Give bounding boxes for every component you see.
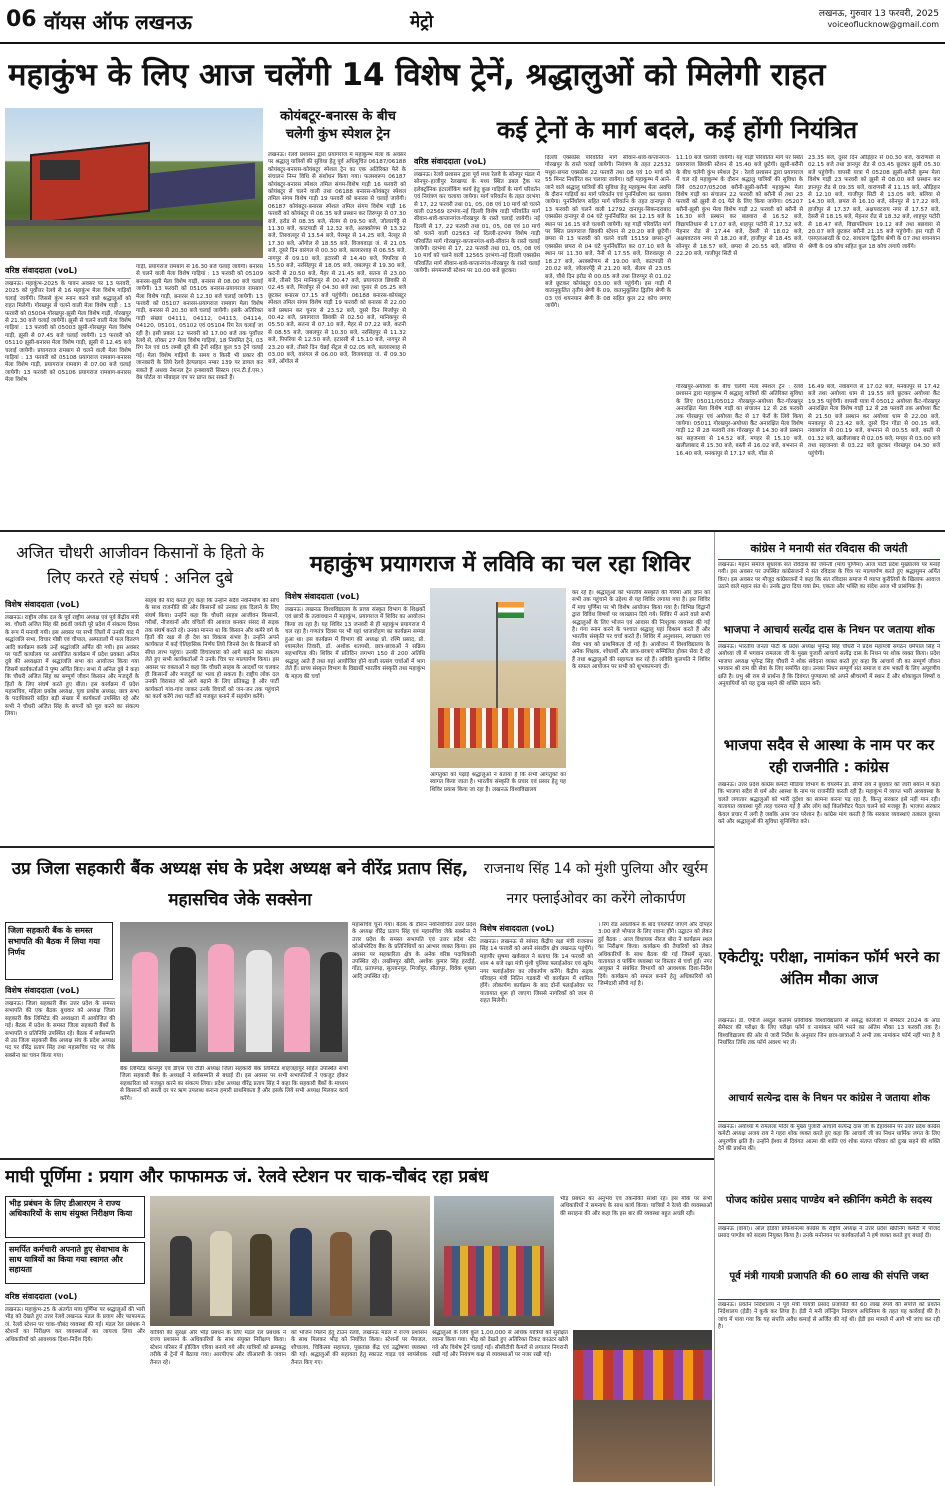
body-text: गोरखपुर-अयोध्या के बीच चलेगी मेला स्पेशल ट्रेन : रेलवे प्रशासन द्वारा महाकुम्भ में श्रद्धालु यात्रियों की अतिरिक्त सुविधा के लिए 05011/05012 गोरखपुर-अयोध्या कैंट-गोरखपुर अनारक्षित मेला विशेष गाड़ी का संचालन 12 से 28 फरवरी तक गोरखपुर एवं अयोध्या कैंट से 17 फेरों के लिये किया जायेगा। 05011 गोरखपुर-अयोध्या कैंट अनारक्षित मेला विशेष गाड़ी 12 से 28 फरवरी तक गोरखपुर से 14.30 बजे प्रस्थान कर सहजनवा से 14.52 बजे, मगहर से 15.10 बजे, खलीलाबाद से 15.30 बजे, बस्ती से 16.02 बजे, बभनान से 16.40 बजे, मनकापुर से 17.17 बजे, गोंडा से <box>676 384 803 457</box>
pojod-headline: पोजद कांग्रेस प्रसाद पाण्डेय बने स्क्रीनिंग कमेटी के सदस्य <box>718 1194 940 1224</box>
bhajpa-headline: भाजपा ने आचार्य सत्येंद्र दास के निधन पर जताया शोक <box>718 624 940 642</box>
divider <box>0 1158 714 1160</box>
bank-column-2 <box>120 1066 348 1154</box>
body-text: लखनऊ। रेलवे प्रशासन द्वारा प्रयागराज में महाकुम्भ मेला के अवसर पर श्रद्धालु यात्रियों की सुविधा हेतु पूर्व अधिसूचित 06187/06188 कोयंबटूर-बनारस-कोयंबटूर स्पेशल ट्रेन का एक अतिरिक्त फेरे के संचालन निम्न विधि से संशोधन किया गया। फलस्वरूप 06187 कोयंबटूर-बनारस स्पेशल तमिल संगम-विशेष गाड़ी 16 फरवरी को कोयंबटूर से चलने वाली तथा 06188 बनारस-कोयंबटूर स्पेशल तमिल संगम विशेष गाड़ी 19 फरवरी को बनारस से चलाई जायेगी। 06187 कोयंबटूर-बनारस स्पेशल तमिल संगम विशेष गाड़ी 16 फरवरी को कोयंबटूर से 06.35 बजे प्रस्थान कर तिरुप्पुर से 07.30 बजे, इरोड से 08.35 बजे, सेलम से 09.50 बजे, जोलारपेट्टै से 11.30 बजे, काटपाडी से 12.32 बजे, अरक्कोणम से 13.32 बजे, तिरुवल्लूर से 13.54 बजे, पेरम्बूर से 14.25 बजे, नेल्लूर से 17.30 बजे, ओंगोल से 18.55 बजे, विजयवाड़ा जं. से 21.05 बजे, दूसरे दिन वारंगल से 00.30 बजे, बल्लारशाह से 06.55 बजे, नागपुर से 09.10 बजे, इटारसी से 14.40 बजे, पिपरिया से 15.50 बजे, नरसिंहपुर से 18.05 बजे, जबलपुर से 19.30 बजे, कटनी से 20.50 बजे, मैहर से 21.45 बजे, सतना से 23.00 बजे, तीसरे दिन मानिकपुर से 00.47 बजे, प्रयागराज छिवकी से 02.45 बजे, मिर्जापुर से 04.30 बजे तथा चुनार से 05.25 बजे छूटकर बनारस 07.15 बजे पहुंचेगी। 06188 बनारस-कोयंबटूर स्पेशल तमिल संगम विशेष गाड़ी 19 फरवरी को बनारस से 22.00 बजे प्रस्थान कर चुनार से 23.52 बजे, दूसरे दिन मिर्जापुर से 00.42 बजे, प्रयागराज छिवकी से 02.50 बजे, मानिकपुर से 05.50 बजे, सतना से 07.10 बजे, मैहर से 07.22 बजे, कटनी से 08.55 बजे, जबलपुर से 10.30 बजे, नरसिंहपुर से 11.32 बजे, पिपरिया से 12.50 बजे, इटारसी से 15.10 बजे, नागपुर से 23.20 बजे, तीसरे दिन चेन्नई सेंट्रल से 02.05 बजे, बल्लारशाह से 03.00 बजे, वारंगल से 06.00 बजे, विजयवाड़ा जं. से 09.30 बजे, ओंगोल से <box>268 152 406 366</box>
divider <box>714 532 715 1486</box>
bank-headline: उप्र जिला सहकारी बैंक अध्यक्ष संघ के प्रदेश अध्यक्ष बने वीरेंद्र प्रताप सिंह, महासचिव जेके सक्सेना <box>5 854 475 918</box>
bank-highlight-box <box>5 922 113 980</box>
camp-column-1 <box>285 590 425 838</box>
body-text: लखनऊ। भारतीय जनता पार्टी के प्रदेश अध्यक्ष भूपेन्द्र सिंह चौधरी ने प्रदेश महामंत्री संगठन धर्मपाल सिंह ने अयोध्या जी में भगवान रामलला जी के मुख्य पुजारी आचार्य सत्येंद्र दास के निधन पर शोक व्यक्त किया। प्रदेश भाजपा अध्यक्ष भूपेन्द्र सिंह चौधरी ने शोक संवेदना व्यक्त करते हुए कहा कि आचार्य जी का सम्पूर्ण जीवन भगवान श्री राम की सेवा के लिए समर्पित रहा। उनका निधन सम्पूर्ण संत समाज व राम भक्तों के लिए अपूरणीय क्षति है। प्रभु श्री राम से प्रार्थना है कि दिवंगत पुण्यात्मा को अपने श्रीचरणों में स्थान दें और शोकाकुल शिष्यों व अनुयायियों को यह दुःख सहने की शक्ति प्रदान करें। <box>718 644 940 688</box>
paper-name: वॉयस ऑफ लखनऊ <box>44 10 192 34</box>
top-story-column-2 <box>136 264 263 524</box>
body-text: । रिंग रोड अवलोकन के बाद एयरपोर्ट जाएंगे और दोपहर 3:00 बजे भोपाल के लिए रवाना होंगे। उद्घाटन को लेकर हुई बैठक : आज विधायक नीरज बोरा ने कार्यक्रम स्थल का निरीक्षण किया। कार्यक्रम की तैयारियों को लेकर अधिकारियों के साथ बैठक की गई जिसमें सुरक्षा, यातायात व पार्किंग व्यवस्था पर विस्तार से चर्चा हुई। नगर आयुक्त ने संबंधित विभागों को आवश्यक दिशा-निर्देश दिये। कार्यक्रम को सफल बनाने हेतु अधिकारियों को जिम्मेदारी सौंपी गई है। <box>598 922 712 988</box>
body-text: को भोजन मिलने हेतु टाउन रेलवे, लखनऊ मंडल ने राज्य प्रशासन के साथ मिलकर भीड़ को नियंत्रित किया। स्टेशनों पर पेयजल, शौचालय, चिकित्सा सहायता, पूछताछ केंद्र एवं उद्घोषणा व्यवस्था की गई। श्रद्धालुओं की सहायता हेतु स्काउट गाइड एवं स्वयंसेवक तैनात किए गए। <box>291 1330 427 1366</box>
ekto-headline: एकेटीयू: परीक्षा, नामांकन फॉर्म भरने का अंतिम मौका आज <box>718 946 940 1016</box>
bhajpa-body <box>718 644 940 730</box>
divider <box>0 530 945 532</box>
ekto-body <box>718 1018 940 1090</box>
acharya-headline: आचार्य सत्येन्द्र दास के निधन पर कांग्रेस ने जताया शोक <box>718 1092 940 1122</box>
masthead <box>0 0 945 44</box>
body-text: 11.10 बजे चलायी जायेगी। यह गाड़ी परिवर्तित मार्ग पर स्थित प्रयागराज छिवकी स्टेशन से 15.40 बजे छूटेगी। झूसी-बरौनी के बीच चलेगी कुंभ स्पेशल ट्रेन : रेलवे प्रशासन द्वारा प्रयागराज में चल रहे महाकुम्भ के दौरान श्रद्धालु यात्रियों की सुविधा के लिये 05207/05208 बरौनी-झूसी-बरौनी महाकुम्भ मेला विशेष गाड़ी का संचालन 22 फरवरी को बरौनी से तथा 23 फरवरी को झूसी से 01 फेरे के लिए किया जायेगा। 05207 बरौनी-झूसी कुंभ मेला विशेष गाड़ी 22 फरवरी को बरौनी से 16.30 बजे प्रस्थान कर बछवारा से 16.52 बजे, विद्यापतिधाम से 17.07 बजे, शाहपुर पटोरी से 17.32 बजे, मेहनार रोड से 17.44 बजे, देसरी से 18.02 बजे, अक्षयवटराय नगर से 18.20 बजे, हाजीपुर से 18.45 बजे, सोनपुर से 18.57 बजे, छपरा से 20.55 बजे, बलिया से 22.20 बजे, गाजीपुर सिटी से <box>676 155 803 258</box>
coimbatore-headline: कोयंबटूर-बनारस के बीच चलेगी कुंभ स्पेशल ट्रेन <box>268 108 408 148</box>
byline: वरिष्ठ संवाददाता (voL) <box>5 264 131 279</box>
acharya-body <box>718 1124 940 1190</box>
body-text: 23.35 बजे, दूसरे दिन औड़िहार से 00.30 बजे, वाराणसी से 02.15 बजे तथा ज्ञानपुर रोड से 03.45 छूटकर झूसी 05.30 बजे पहुंचेगी। वापसी यात्रा में 05208 झूसी-बरौनी कुम्भ मेला विशेष गाड़ी 23 फरवरी को झूसी से 08.00 बजे प्रस्थान कर ज्ञानपुर रोड से 09.35 बजे, वाराणसी से 11.15 बजे, औड़िहार से 12.10 बजे, गाजीपुर सिटी से 13.05 बजे, बलिया से 14.30 बजे, छपरा से 16.10 बजे, सोनपुर से 17.22 बजे, हाजीपुर से 17.37 बजे, अक्षयवटराय नगर से 17.57 बजे, देसरी से 18.15 बजे, मेहनार रोड से 18.32 बजे, शाहपुर पटोरी से 18.47 बजे, विद्यापतिधाम 19.12 बजे तथा बछवारा से 20.07 बजे छूटकर बरौनी 21.15 बजे पहुंचेगी। इस गाड़ी में एसएलआरडी के 02, साधारण द्वितीय श्रेणी के 07 तथा शयनयान श्रेणी के 09 कोच सहित कुल 18 कोच लगाये जायेंगे। <box>808 155 940 250</box>
body-text: साहब की याद करते हुए कहा कि उन्होंने सदैव नवनिर्माण की सोच के साथ राजनीति की और किसानों को उनका हक दिलाने के लिए संघर्ष किया। उन्होंने कहा कि चौधरी साहब आजीवन किसानों, गरीबों, नौजवानों और वंचितों की आवाज बनकर संसद से सड़क तक संघर्ष करते रहे। उनका मानना था कि किसान और कमेरे वर्ग के हितों की रक्षा से ही देश का विकास संभव है। उन्होंने अपने कार्यकाल में कई ऐतिहासिक निर्णय लिये जिनसे देश के किसानों को सीधा लाभ पहुंचा। उनकी विचारधारा को आगे बढ़ाने का संकल्प लेते हुए सभी कार्यकर्ताओं ने उनके चित्र पर माल्यार्पण किया। इस अवसर पर वक्ताओं ने कहा कि चौधरी साहब के आदर्शों पर चलकर ही किसानों और मजदूरों का भला हो सकता है। राष्ट्रीय लोक दल उनकी विरासत को आगे बढ़ाने के लिए प्रतिबद्ध है और पार्टी कार्यकर्ता गांव-गांव जाकर उनके विचारों को जन-जन तक पहुंचाने का कार्य करेंगे तथा पार्टी को मजबूत बनाने में सहयोग करेंगे। <box>145 598 279 701</box>
byline: विशेष संवाददाता (voL) <box>5 984 115 999</box>
byline: विशेष संवाददाता (voL) <box>5 598 139 613</box>
body-text: कर रहे हैं। श्रद्धालुओं को भारतीय संस्कृति की गरिमा और ज्ञान को सभी तक पहुंचाने के उद्देश्य से यह शिविर लगाया गया है। इस शिविर में माघ पूर्णिमा पर भी विशेष आयोजन किया गया है। विभिन्न विद्वानों द्वारा विविध विषयों पर व्याख्यान दिये गये। शिविर में आने वाले सभी श्रद्धालुओं के लिए भोजन एवं आवास की निःशुल्क व्यवस्था की गई है। गंगा स्नान करने के पश्चात श्रद्धालु यहां विश्राम करते हैं और भारतीय संस्कृति पर चर्चा करते हैं। शिविर में अनुशासन, स्वच्छता एवं सेवा भाव को प्राथमिकता दी गई है। आयोजन में विश्वविद्यालय के अनेक शिक्षक, शोधार्थी और छात्र-छात्राएं सम्मिलित होकर सेवा दे रहे हैं तथा श्रद्धालुओं की सहायता कर रहे हैं। लविवि कुलपति ने शिविर के सफल आयोजन पर सभी को शुभकामनाएं दीं। <box>572 590 710 671</box>
body-text: लखनऊ। महाकुंभ-25 के अंतर्गत माघ पूर्णिमा पर श्रद्धालुओं की भारी भीड़ को देखते हुए उत्तर रेलवे लखनऊ मंडल के प्रयाग और फाफामऊ जं. रेलवे स्टेशन पर चाक-चौबंद व्यवस्था की गई। मंडल रेल प्रबंधक ने स्टेशनों का निरीक्षण कर व्यवस्थाओं का जायजा लिया और अधिकारियों को आवश्यक दिशा-निर्देश दिये। <box>5 1307 145 1343</box>
byline: वरिष्ठ संवाददाता (voL) <box>414 155 540 170</box>
maghi-headline: माघी पूर्णिमा : प्रयाग और फाफामऊ जं. रेलवे स्टेशन पर चाक-चौबंद रहा प्रबंध <box>5 1164 711 1192</box>
body-text: लखनऊ। अयोध्या में रामलला मंदिर के मुख्य पुजारी आचार्य सत्येन्द्र दास जी के देहावसान पर उत्तर प्रदेश कांग्रेस कमेटी अध्यक्ष अजय राय ने गहरा शोक व्यक्त करते हुए कहा कि आचार्य जी का निधन धार्मिक जगत के लिए अपूरणीय क्षति है। उन्होंने ईश्वर से दिवंगत आत्मा की शांति एवं शोक संतप्त परिवार को दुःख सहने की शक्ति देने की प्रार्थना की। <box>718 1124 940 1153</box>
maghi-column-4 <box>432 1330 568 1482</box>
byline: वरिष्ठ संवाददाता (voL) <box>5 1290 145 1305</box>
body-text: भीड़ प्रबंधन का अनुभव एवं तकनीकी साथी रहे। इस मौके पर सभी अधिकारियों ने समन्वय के साथ कार्य किया। यात्रियों ने रेलवे की व्यवस्थाओं की सराहना की और कहा कि इस बार की व्यवस्था बहुत अच्छी रही। <box>560 1196 712 1217</box>
station-photo-2 <box>434 1196 554 1326</box>
highlight-text: जिला सहकारी बैंक के समस्त सभापति की बैठक में लिया गया निर्णय <box>8 926 100 957</box>
contact-email: voiceoflucknow@gmail.com <box>827 20 939 29</box>
routes-column-4 <box>808 155 940 380</box>
body-text: लखनऊ। डॉ. एपीजे अब्दुल कलाम प्राविधिक विश्वविद्यालय से संबद्ध कॉलेजों में सेमेस्टर 2024 के ऑड सेमेस्टर की परीक्षा के लिए परीक्षा फॉर्म व नामांकन फॉर्म भरने का अंतिम मौका 13 फरवरी तक है। विश्वविद्यालय की ओर से जारी निर्देश के अनुसार जिन छात्र-छात्राओं ने अभी तक नामांकन फॉर्म नहीं भरा है वे निर्धारित तिथि तक फॉर्म अवश्य भर लें। <box>718 1018 940 1047</box>
bank-column-1 <box>5 984 115 1154</box>
top-story-column-1 <box>5 264 131 524</box>
maghi-bullet-1 <box>5 1196 145 1238</box>
page-number: 06 <box>6 7 37 32</box>
top-headline: महाकुंभ के लिए आज चलेंगी 14 विशेष ट्रेनें, श्रद्धालुओं को मिलेगी राहत <box>8 54 938 98</box>
body-text: 16.49 बजे, नवाबगंज से 17.02 बजे, मनकापुर से 17.42 बजे तथा अयोध्या धाम से 19.55 बजे छूटकर अयोध्या कैंट 19.35 पहुंचेगी। वापसी यात्रा में 05012 अयोध्या कैंट-गोरखपुर अनारक्षित मेला विशेष गाड़ी 12 से 28 फरवरी तक अयोध्या कैंट से 21.50 बजे प्रस्थान कर अयोध्या धाम से 22.00 बजे, मनकापुर से 23.42 बजे, दूसरे दिन गोंडा से 00.15 बजे, नवाबगंज से 00.19 बजे, बभनान से 00.55 बजे, बस्ती से 01.32 बजे, खलीलाबाद से 02.05 बजे, मगहर से 03.00 बजे तथा सहजनवा से 03.22 बजे छूटकर गोरखपुर 04.30 बजे पहुंचेगी। <box>808 384 940 457</box>
maghi-column-2 <box>150 1330 286 1482</box>
bjp-faith-headline: भाजपा सदैव से आस्था के नाम पर कर रही राजनीति : कांग्रेस <box>718 734 940 780</box>
ajit-column-1 <box>5 598 139 838</box>
routes-column-3 <box>676 155 803 380</box>
byline: विशेष संवाददाता (voL) <box>285 590 425 605</box>
body-text: लखनऊ। उत्तर प्रदेश कांग्रेस कमेटी मीडिया विभाग के चेयरमैन डॉ. सीपी राय ने बुधवार को जारी बयान में कहा कि भाजपा सदैव से धर्म और आस्था के नाम पर राजनीति करती रही है। महाकुंभ में व्याप्त भारी अव्यवस्था के चलते लगातार श्रद्धालुओं को भारी दुर्दशा का सामना करना पड़ रहा है, किन्तु सरकार इसे नहीं मान रही। यातायात व्यवस्था पूरी तरह चरमरा गई है और लोग कई किलोमीटर पैदल चलने को मजबूर हैं। भाजपा सरकार केवल प्रचार में लगी है जबकि आम जन परेशान है। कांग्रेस मांग करती है कि सरकार व्यवस्थाएं तत्काल दुरुस्त करे और श्रद्धालुओं की सुविधा सुनिश्चित करे। <box>718 782 940 826</box>
rajnath-headline: राजनाथ सिंह 14 को मुंशी पुलिया और खुर्रम नगर फ्लाईओवर का करेंगे लोकार्पण <box>480 854 712 918</box>
divider <box>0 846 714 848</box>
camp-headline: महाकुंभ प्रयागराज में लविवि का चल रहा शिविर <box>285 548 715 584</box>
ravidas-body <box>718 562 940 620</box>
byline: विशेष संवाददाता (voL) <box>480 922 593 937</box>
maghi-column-1 <box>5 1290 145 1482</box>
gayatri-body <box>718 1302 940 1480</box>
bullet-text: भीड़ प्रबंधन के लिए डीआरएम ने राज्य अधिकारियों के साथ संयुक्त निरीक्षण किया <box>9 1199 133 1218</box>
ajit-column-2 <box>145 598 279 838</box>
body-text: लखनऊ। लखनऊ से सांसद केंद्रीय रक्षा मंत्री राजनाथ सिंह 14 फरवरी को अपने संसदीय क्षेत्र लखनऊ पहुंचेंगे। महापौर सुषमा खर्कवाल ने बताया कि 14 फरवरी को शाम 4 बजे रक्षा मंत्री मुंशी पुलिया फ्लाईओवर एवं खुर्रम नगर फ्लाईओवर का लोकार्पण करेंगे। केंद्रीय सड़क परिवहन मंत्री नितिन गडकरी भी कार्यक्रम में शामिल होंगे। लोकार्पण कार्यक्रम के बाद दोनों फ्लाईओवर पर यातायात शुरू हो जाएगा जिससे नागरिकों को जाम से राहत मिलेगी। <box>480 939 593 1005</box>
bjp-faith-body <box>718 782 940 942</box>
bank-photo <box>120 922 348 1062</box>
body-text: लखनऊ। महान समाज सुधारक संत रविदास की जयन्ती (माघ पूर्णिमा) आज पार्टी प्रदेश मुख्यालय पर मनाई गयी। इस अवसर पर उपस्थित कांग्रेसजनों ने संत रविदास के चित्र पर माल्यार्पण करते हुए श्रद्धासुमन अर्पित किए। इस अवसर पर मौजूद कांग्रेसजनों ने कहा कि संत रविदास समाज में व्याप्त कुरीतियों के खिलाफ आवाज उठाने वाले महान संत थे। उनके द्वारा दिया गया प्रेम, एकता और भक्ति का संदेश आज भी प्रासंगिक है। <box>718 562 940 591</box>
body-text: यात्रियों की सुरक्षा और भीड़ प्रबंधन के लिए मंडल रेल प्रबंधक ने राज्य प्रशासन के अधिकारियों के साथ संयुक्त निरीक्षण किया। स्टेशन परिसर में होल्डिंग एरिया बनाये गये और यात्रियों को क्रमबद्ध तरीके से ट्रेनों में बैठाया गया। आरपीएफ और जीआरपी के जवान तैनात रहे। <box>150 1330 286 1366</box>
rajnath-column-1 <box>480 922 593 1154</box>
gorakhpur-column-2 <box>808 384 940 526</box>
pojod-body <box>718 1226 940 1266</box>
body-text: श्रद्धालुओं के लिये कुल 1,00,000 से अधिक यात्रियों को सुरक्षित रवाना किया गया। भीड़ को देखते हुए अतिरिक्त टिकट काउंटर खोले गये और विशेष ट्रेनें चलाई गईं। सीसीटीवी कैमरों से लगातार निगरानी रखी गई और नियंत्रण कक्ष से व्यवस्थाओं पर नजर रखी गई। <box>432 1330 568 1359</box>
maghi-bullet-2 <box>5 1242 145 1284</box>
issue-date: लखनऊ, गुरुवार 13 फरवरी, 2025 <box>818 9 939 19</box>
camp-photo <box>430 588 566 768</box>
maghi-column-3 <box>291 1330 427 1482</box>
body-text: लखनऊ। प्रवर्तन निदेशालय ने पूर्व मंत्री गायत्री प्रसाद प्रजापति की 60 लाख रुपये की संपत्ति को प्रवर्तन निदेशालय (ईडी) ने कुर्क कर लिया है। ईडी ने मनी लॉन्ड्रिंग निवारण अधिनियम के तहत यह कार्रवाई की है। जांच में पाया गया कि यह संपत्ति अवैध कमाई से अर्जित की गई थी। ईडी इस मामले में आगे भी जांच कर रही है। <box>718 1302 940 1331</box>
camp-column-2 <box>572 590 710 838</box>
bullet-text: समर्पित कर्मचारी अपनाते हुए सेवाभाव के साथ यात्रियों का किया गया स्वागत और सहायता <box>9 1245 129 1274</box>
ajit-headline: अजित चौधरी आजीवन किसानों के हितो के लिए करते रहे संघर्ष : अनिल दुबे <box>5 540 275 592</box>
body-text: बैंक लिमिटेड कानपुर एवं डीएस एवं टीडी अध्यक्ष जिला सहकारी बैंक लिमिटेड शाहजहांपुर सहित उपस्थित सभी जिला सहकारी बैंक के अध्यक्षों ने सर्वसम्मति से बधाई दी। इस अवसर पर सभी सभापतियों ने एकजुट होकर सहकारिता को मजबूत करने का संकल्प लिया। प्रदेश अध्यक्ष वीरेंद्र प्रताप सिंह ने कहा कि सहकारी बैंकों के माध्यम से किसानों को सस्ती दर पर ऋण उपलब्ध कराना हमारी प्राथमिकता है और इसके लिये सभी अध्यक्ष मिलकर कार्य करेंगे। <box>120 1066 348 1102</box>
rajnath-column-2 <box>598 922 712 1154</box>
photo-caption: आगंतुकों को पढ़ाई श्रद्धालुओं ने बताया है कि सभी आगंतुकों का स्वागत किया जाता है। भारतीय संस्कृति के प्रचार एवं प्रसार हेतु यह शिविर प्रयास किया जा रहा है। लखनऊ विश्वविद्यालय <box>430 772 566 793</box>
body-text: गाड़ी, प्रयागराज रामबाग से 16.30 बजे चलाई जायेगी। बनारस से चलने वाली मेला विशेष गाड़ियां : 13 फरवरी को 05109 बनारस-झूसी मेला विशेष गाड़ी, बनारस से 08.00 बजे चलाई जायेगी। 13 फरवरी को 05105 बनारस-प्रयागराज रामबाग मेला विशेष गाड़ी, बनारस से 12.30 बजे चलाई जायेगी। 13 फरवरी को 05107 बनारस-प्रयागराज रामबाग मेला विशेष गाड़ी, बनारस से 20.30 बजे चलाई जायेगी। इसके अतिरिक्त गाड़ी संख्या 04111, 04112, 04113, 04114, 04120, 05101, 05102 एवं 05104 रिंग रेल चलाई जा रही है। इसी प्रकार 12 फरवरी को 17.00 बजे तक पूर्वोत्तर रेलवे से, लोकर 27 मेला विशेष गाड़ियां, 18 नियमित ट्रेन, 03 रिंग रेल एवं 05 लम्बी दूरी की ट्रेनों सहित कुल 53 ट्रेनें चलाई गई। मेला विशेष गाड़ियों के समय व किसी भी प्रकार की जानकारी के लिये रेलवे हेल्पलाइन नम्बर 139 पर डायल कर सकते हैं अथवा नेशनल ट्रेन इन्क्वायरी सिस्टम (एन.टी.ई.एस.) वेब पोर्टल या मोबाइल एप पर प्राप्त कर सकते हैं। <box>136 264 263 382</box>
body-text: लखनऊ। महाकुंभ-2025 के पावन अवसर पर 13 फरवरी, 2025 को पूर्वोत्तर रेलवे से 16 महाकुंभ मेला विशेष गाड़ियों चलाई जायेंगी। जिससे कुंभ स्नान करने वाले श्रद्धालुओं को राहत मिलेगी। गोरखपुर से चलने वाली मेला विशेष गाड़ी : 13 फरवरी को 05004 गोरखपुर-झूसी मेला विशेष गाड़ी, गोरखपुर से 21.30 बजे चलाई जायेगी। झूसी से चलने वाली मेला विशेष गाड़ियां : 13 फरवरी को 05003 झूसी-गोरखपुर मेला विशेष गाड़ी, झूसी से 07.45 बजे चलाई जायेगी। 13 फरवरी को 05110 झूसी-बनारस मेला विशेष गाड़ी, झूसी से 12.45 बजे चलाई जायेगी। प्रयागराज रामबाग से चलने वाली मेला विशेष गाड़ियां : 13 फरवरी को 05108 प्रयागराज रामबाग-बनारस मेला विशेष गाड़ी, प्रयागराज रामबाग से 07.00 बजे चलाई जायेगी। 13 फरवरी को 05106 प्रयागराज रामबाग-बनारस मेला विशेष <box>5 281 131 384</box>
body-text: महासचिव चुना गया। बैठक के दौरान नवनिर्वाचित उत्तर प्रदेश के अध्यक्ष वीरेंद्र प्रताप सिंह एवं महासचिव जेके सक्सेना ने उत्तर प्रदेश के समस्त सभापति एवं उत्तर प्रदेश स्टेट कोऑपरेटिव बैंक के प्रतिनिधियों का आभार व्यक्त किया। इस अवसर पर सहकारिता क्षेत्र के अनेक वरिष्ठ पदाधिकारी उपस्थित रहे। लखीमपुर खीरी, अशोक कुमार सिंह हरदोई, गोंडा, प्रतापगढ़, सुल्तानपुर, मिर्जापुर, सीतापुर, विवेक शुक्ला आदि उपस्थित रहे। <box>352 922 476 980</box>
coimbatore-column-1 <box>268 152 406 524</box>
body-text: लखनऊ। जिला सहकारी बैंक उत्तर प्रदेश के समस्त सभापति की एक बैठक बुधवार को अध्यक्ष जिला सहकारी बैंक लिमिटेड की अध्यक्षता में आयोजित की गई। बैठक में प्रदेश के समस्त जिला सहकारी बैंकों के सभापति व प्रतिनिधि उपस्थित रहे। बैठक में सर्वसम्मति से उप्र जिला सहकारी बैंक अध्यक्ष संघ के प्रदेश अध्यक्ष पद पर वीरेंद्र प्रताप सिंह तथा महासचिव पद पर जेके सक्सेना का चयन किया गया। <box>5 1001 115 1059</box>
station-photo-3 <box>573 1330 712 1482</box>
train-photo <box>5 108 263 258</box>
bank-column-3 <box>352 922 476 1154</box>
gayatri-headline: पूर्व मंत्री गायत्री प्रजापति की 60 लाख की संपत्ति जब्त <box>718 1270 940 1300</box>
routes-column-1 <box>414 155 540 527</box>
body-text: लखनऊ। रेलवे प्रशासन द्वारा पूर्व मध्य रेलवे के सोनपुर मंडल में सोनपुर–हाजीपुर रेलखण्ड के मध्य स्थित डबल ट्रैक पर इलेक्ट्रॉनिक इंटरलॉकिंग कार्य हेतु कुछ गाड़ियों के मार्ग परिवर्तन एवं नियंत्रण कर चलाया जायेगा। मार्ग परिवर्तन के तहत दरभंगा से 17, 22 फरवरी तथा 01, 05, 08 एवं 10 मार्च को चलने वाली 02569 दरभंगा-नई दिल्ली विशेष गाड़ी परिवर्तित मार्ग सीवान-थावे-कप्तानगंज-गोरखपुर के रास्ते चलाई जायेगी। नई दिल्ली से 17, 22 फरवरी तथा 01, 05, 08 एवं 10 मार्च को चलने वाली 02563 नई दिल्ली-दरभंगा विशेष गाड़ी परिवर्तित मार्ग गोरखपुर-कप्तानगंज-थावे-सीवान के रास्ते चलाई जायेगी। दरभंगा से 17, 22 फरवरी तथा 01, 05, 08 एवं 10 मार्च को चलने वाली 12565 दरभंगा-नई दिल्ली एक्सप्रेस परिवर्तित मार्ग सीवान-थावे-कप्तानगंज-गोरखपुर के रास्ते चलाई जायेगी। संगमनगरी स्टेशन पर 10.00 बजे छूटकर। <box>414 172 540 275</box>
maghi-column-5 <box>560 1196 712 1326</box>
camp-caption <box>430 772 566 838</box>
gorakhpur-column-1 <box>676 384 803 526</box>
ravidas-headline: कांग्रेस ने मनायी संत रविदास की जयंती <box>718 542 940 560</box>
routes-headline: कई ट्रेनों के मार्ग बदले, कई होंगी नियंत्रित <box>414 112 940 152</box>
body-text: लखनऊ (वाया)। ऑल इंडिया प्रोफेशनल्स कांग्रेस के राष्ट्रीय अध्यक्ष ने उत्तर प्रदेश स्क्रीनिंग कमेटी में पोजद प्रसाद पाण्डेय को सदस्य नियुक्त किया है। उनके मनोनयन पर कार्यकर्ताओं ने हर्ष व्यक्त करते हुए बधाई दी। <box>718 1226 940 1240</box>
station-photo-1 <box>150 1196 430 1326</box>
body-text: लखनऊ। लखनऊ विश्वविद्यालय के प्राच्य संस्कृत विभाग के शिक्षकों एवं छात्रों के तत्वावधान में महाकुंभ, प्रयागराज में शिविर का आयोजन किया जा रहा है। यह शिविर 13 जनवरी से ही महाकुंभ प्रयागराज में चल रहा है। गणतंत्र दिवस पर भी यहां ध्वजारोहण का कार्यक्रम सम्पन्न हुआ था। इस कार्यक्रम में विभाग की अध्यक्ष प्रो. रश्मि प्रसाद, प्रो. श्यामलेश तिवारी, डॉ. अशोक शतपथी, छात्र-छात्राओं ने सक्रिय सहभागिता की। शिविर में प्रतिदिन लगभग 150 से 200 अतिथि श्रद्धालु आते हैं तथा यहां आयोजित होने वाली सत्संग चर्चाओं में भाग लेते हैं। प्राच्य संस्कृत विभाग के विद्यार्थी भारतीय संस्कृति तथा महाकुंभ के महत्व की चर्चा <box>285 607 425 680</box>
routes-column-2 <box>545 155 671 527</box>
body-text: दिल्ली एक्सप्रेस परिवर्तित मार्ग सीवान-थावे-कप्तानगंज-गोरखपुर के रास्ते चलाई जायेगी। नियंत्रण के तहत 22532 मथुरा-छपरा एक्सप्रेस 22 फरवरी तथा 08 एवं 10 मार्च को 55 मिनट निर्धारित कर चलाया जायेगा। वहीं महाकुम्भ में आने-जाने वाले श्रद्धालु यात्रियों की सुविधा हेतु महाकुम्भ मेला अवधि के दौरान गाड़ियों का मार्ग परिवर्तन एवं पुनर्निर्धारण कर चलाया जायेगा। पुनर्निर्धारण सहित मार्ग परिवर्तन के तहत दानापुर से 13 फरवरी को चलने वाली 12792 दानापुर-सिकन्दराबाद एक्सप्रेस दानापुर से 04 घंटे पुनर्निर्धारित कर 12.15 बजे के स्थान पर 16.15 बजे चलायी जायेगी। यह गाड़ी परिवर्तित मार्ग पर स्थित प्रयागराज छिवकी स्टेशन से 20.20 बजे छूटेगी। छपरा से 13 फरवरी को चलने वाली 15159 छपरा-दुर्ग एक्सप्रेस छपरा से 04 घंटे पुनर्निर्धारित कर 07.10 बजे के स्थान पर 11.30 बजे, नैनी से 17.55 बजे, तिरुवल्लूर से 18.27 बजे, अरक्कोणम से 19.00 बजे, काटपाडी से 20.02 बजे, जोलारपेट्टै से 21.20 बजे, सेलम से 23.05 बजे, चौथे दिन इरोड से 00.05 बजे तथा तिरुप्पुर से 01.02 बजे छूटकर कोयंबटूर 03.00 बजे पहुंचेगी। इस गाड़ी में वातानुकूलित तृतीय श्रेणी के 09, वातानुकूलित द्वितीय श्रेणी के 03 एवं शयनयान श्रेणी के 08 सहित कुल 22 कोच लगाए जायेंगे। <box>545 155 671 310</box>
body-text: लखनऊ। राष्ट्रीय लोक दल के पूर्व राष्ट्रीय अध्यक्ष एवं पूर्व केंद्रीय मंत्री स्व. चौधरी अजित सिंह की 86वीं जयंती पूरे प्रदेश में संकल्प दिवस के रूप में मनायी गयी। इस अवसर पर सभी जिलों में उनकी याद में श्रद्धांजलि सभा, विचार गोष्ठी एवं चौपाल, अस्पतालों में फल वितरण आदि कार्यक्रम करके उन्हें श्रद्धांजलि अर्पित की गयी। इस अवसर पर पार्टी कार्यालय पर आयोजित कार्यक्रम में प्रदेश प्रवक्ता अनिल दुबे की अध्यक्षता में श्रद्धांजलि सभा का आयोजन किया गया जिसमें कार्यकर्ताओं ने पुष्प अर्पित किए। सभा में अनिल दुबे ने कहा कि चौधरी अजित सिंह का सम्पूर्ण जीवन किसान और मजदूरों के हितों के लिए संघर्ष करते हुए बीता। इस कार्यक्रम में प्रदेश महासचिव, महिला प्रकोष्ठ अध्यक्ष, युवा प्रकोष्ठ अध्यक्ष, छात्र सभा के पदाधिकारी सहित बड़ी संख्या में कार्यकर्ता उपस्थित रहे और सभी ने चौधरी अजित सिंह के सपनों को पूरा करने का संकल्प लिया। <box>5 615 139 718</box>
section-name: मेट्रो <box>410 12 434 32</box>
